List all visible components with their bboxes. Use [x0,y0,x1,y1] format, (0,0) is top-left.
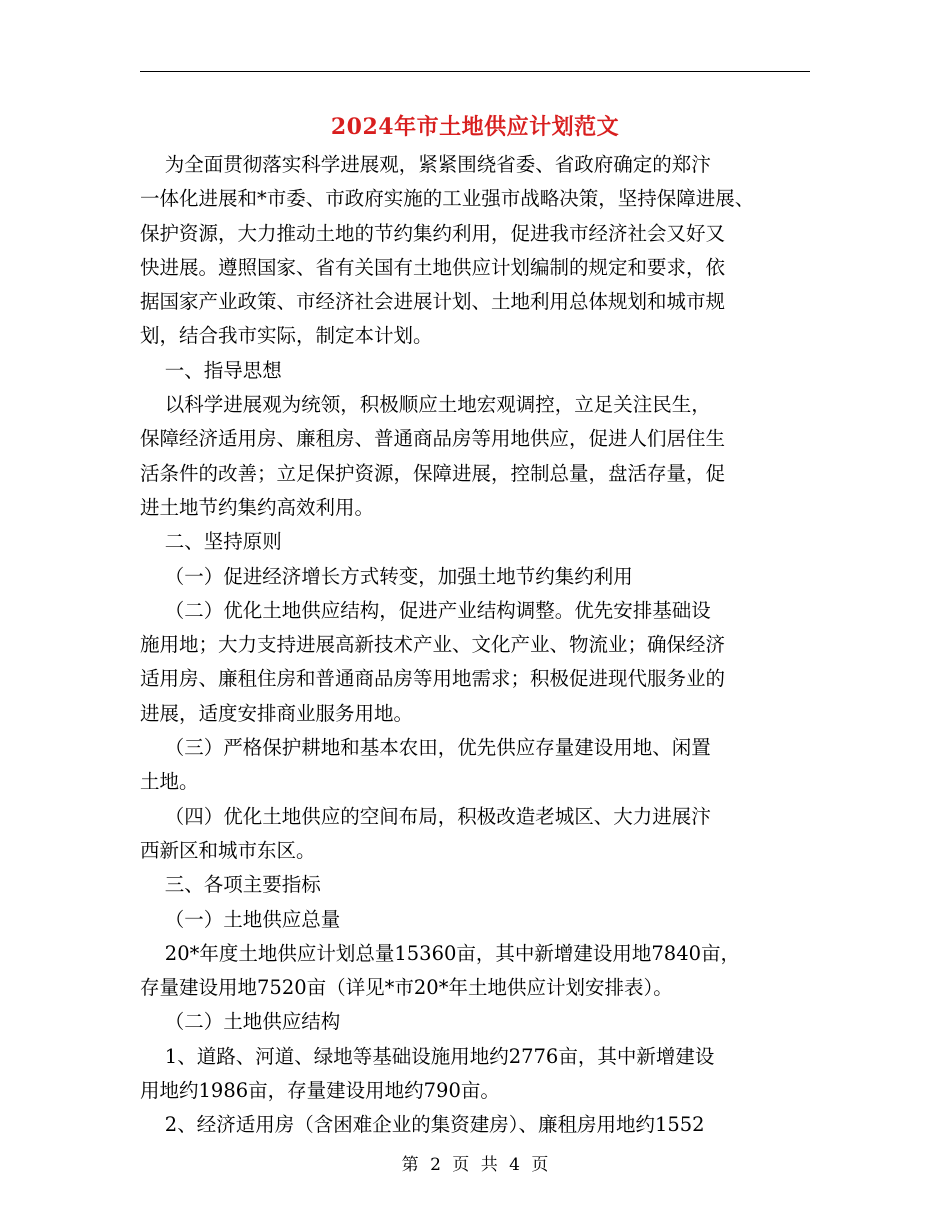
page-unit: 页 [452,1155,470,1175]
body-line: 1、道路、河道、绿地等基础设施用地约2776亩，其中新增建设 [140,1044,715,1068]
body-line: 进土地节约集约高效利用。 [140,495,375,519]
body-line: 划，结合我市实际，制定本计划。 [140,324,433,348]
page-footer [140,1154,810,1176]
total-label: 共 [480,1155,498,1175]
section-heading: 三、各项主要指标 [140,873,321,897]
header-rule [140,71,810,72]
total-unit: 页 [531,1155,549,1175]
section-heading: 二、坚持原则 [140,530,282,554]
subsection-heading: （一）土地供应总量 [140,907,341,931]
total-pages-number: 4 [509,1155,520,1175]
body-line: 保障经济适用房、廉租房、普通商品房等用地供应，促进人们居住生 [140,427,726,451]
body-line: 存量建设用地7520亩（详见*市20*年土地供应计划安排表）。 [140,976,673,1000]
body-line: （一）促进经济增长方式转变，加强土地节约集约利用 [140,564,633,588]
body-line: 进展，适度安排商业服务用地。 [140,701,414,725]
body-line: 保护资源，大力推动土地的节约集约利用，促进我市经济社会又好又 [140,221,726,245]
body-line: 西新区和城市东区。 [140,838,316,862]
current-page-number: 2 [430,1155,441,1175]
document-body [140,148,810,1143]
body-line: 2、经济适用房（含困难企业的集资建房）、廉租房用地约1552 [140,1113,705,1137]
body-line: 土地。 [140,770,199,794]
body-line: 一体化进展和*市委、市政府实施的工业强市战略决策，坚持保障进展、 [140,187,755,211]
body-line: 为全面贯彻落实科学进展观，紧紧围绕省委、省政府确定的郑汴 [140,153,711,176]
page-label: 第 [401,1155,419,1175]
body-line: 用地约1986亩，存量建设用地约790亩。 [140,1079,500,1103]
body-line: 快进展。遵照国家、省有关国有土地供应计划编制的规定和要求，依 [140,255,726,279]
section-heading: 一、指导思想 [140,358,282,382]
body-line: 据国家产业政策、市经济社会进展计划、土地利用总体规划和城市规 [140,290,726,314]
body-line: 以科学进展观为统领，积极顺应土地宏观调控，立足关注民生， [140,393,711,417]
body-line: （二）优化土地供应结构，促进产业结构调整。优先安排基础设 [140,598,711,622]
document-title: 2024年市土地供应计划范文 [330,114,620,140]
body-line: （四）优化土地供应的空间布局，积极改造老城区、大力进展汴 [140,804,711,828]
body-line: 20*年度土地供应计划总量15360亩，其中新增建设用地7840亩， [140,941,741,965]
body-line: （三）严格保护耕地和基本农田，优先供应存量建设用地、闲置 [140,736,711,760]
body-line: 施用地；大力支持进展高新技术产业、文化产业、物流业；确保经济 [140,633,726,657]
body-line: 活条件的改善；立足保护资源，保障进展，控制总量，盘活存量，促 [140,461,726,485]
body-line: 适用房、廉租住房和普通商品房等用地需求；积极促进现代服务业的 [140,667,726,691]
subsection-heading: （二）土地供应结构 [140,1010,341,1034]
